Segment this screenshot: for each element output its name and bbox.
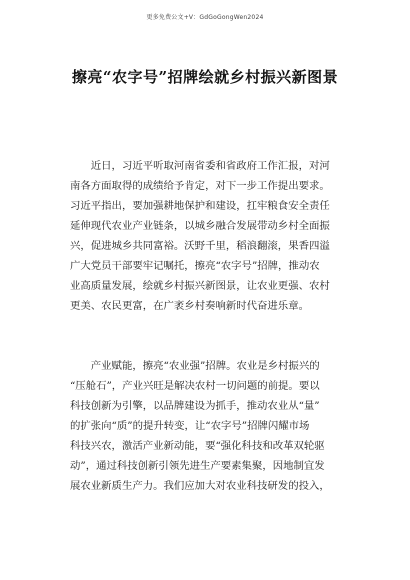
paragraph-line: 南各方面取得的成绩给予肯定，对下一步工作提出要求。 <box>70 180 330 192</box>
paragraph-line: 习近平指出，要加强耕地保护和建设，扛牢粮食安全责任 <box>70 200 330 212</box>
paragraph-2 <box>70 356 336 496</box>
paragraph-line: 的扩张向“质”的提升转变，让“农字号”招牌闪耀市场 <box>70 420 310 432</box>
document-title: 擦亮“农字号”招牌绘就乡村振兴新图景 <box>71 68 339 86</box>
paragraph-line: 业高质量发展，绘就乡村振兴新图景，让农业更强、农村 <box>70 280 330 292</box>
paragraph-line: 展农业新质生产力。我们应加大对农业科技研发的投入， <box>70 480 330 492</box>
paragraph-line: 广大党员干部要牢记嘱托，擦亮“农字号”招牌，推动农 <box>70 260 320 272</box>
paragraph-line: 动”，通过科技创新引领先进生产要素集聚，因地制宜发 <box>70 460 325 472</box>
paragraph-line: 科技兴农，激活产业新动能，要“强化科技和改革双轮驱 <box>70 440 325 452</box>
paragraph-line: 科技创新为引擎，以品牌建设为抓手，推动农业从“量” <box>70 400 320 412</box>
paragraph-line: 产业赋能，擦亮“农业强”招牌。农业是乡村振兴的 <box>70 360 320 372</box>
header-note: 更多免费公文+V：GdGoGongWen2024 <box>146 14 264 21</box>
paragraph-line: 近日，习近平听取河南省委和省政府工作汇报，对河 <box>70 160 330 172</box>
paragraph-line: 更美、农民更富，在广袤乡村奏响新时代奋进乐章。 <box>70 300 309 312</box>
paragraph-line: “压舱石”，产业兴旺是解决农村一切问题的前提。要以 <box>70 380 320 392</box>
paragraph-line: 延伸现代农业产业链条，以城乡融合发展带动乡村全面振 <box>70 220 330 232</box>
paragraph-line: 兴，促进城乡共同富裕。沃野千里，稻浪翻滚，果香四溢 <box>70 240 330 252</box>
paragraph-1 <box>70 156 336 316</box>
